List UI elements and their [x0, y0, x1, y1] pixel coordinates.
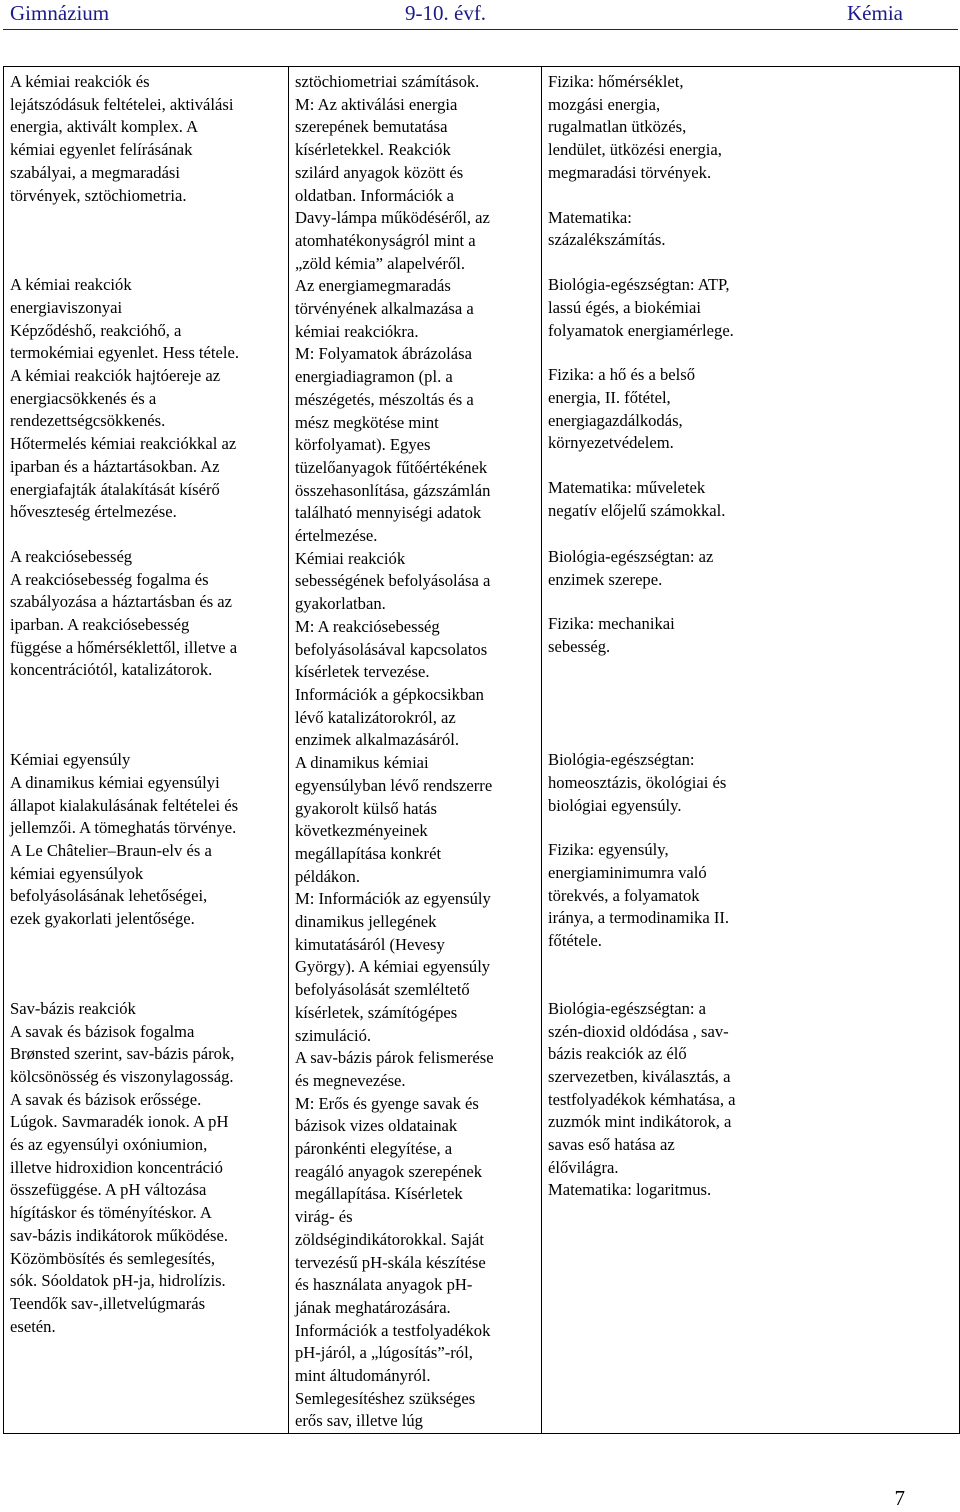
text-line: kémiai egyenlet felírásának — [10, 140, 193, 160]
text-line: mészégetés, mészoltás és a — [295, 389, 474, 409]
text-line: enzimek szerepe. — [548, 569, 663, 589]
connection-block — [548, 998, 953, 1202]
text-line: illetve hidroxidion koncentráció — [10, 1157, 223, 1177]
text-line: befolyásolását szemléltető — [295, 980, 470, 1000]
text-line: Fizika: a hő és a belső — [548, 365, 696, 385]
connection-block — [548, 546, 953, 659]
text-line: dinamikus jellegének — [295, 912, 437, 932]
text-line: sók. Sóoldatok pH-ja, hidrolízis. — [10, 1271, 226, 1291]
text-line: reagáló anyagok szerepének — [295, 1161, 483, 1181]
text-line: kísérletek, számítógépes — [295, 1002, 458, 1022]
text-line: gyakorlatban. — [295, 594, 386, 614]
text-line: energia, aktivált komplex. A — [10, 117, 199, 137]
text-line: Semlegesítéshez szükséges — [295, 1388, 476, 1408]
text-line: megállapítása konkrét — [295, 843, 442, 863]
page-header — [0, 0, 960, 30]
text-line: sztöchiometriai számítások. — [295, 72, 480, 91]
text-line: ezek gyakorlati jelentősége. — [10, 909, 195, 929]
text-line: homeosztázis, ökológiai és — [548, 772, 727, 792]
text-line: enzimek alkalmazásáról. — [295, 730, 460, 750]
connections-column — [548, 71, 953, 1202]
activity-block — [295, 275, 535, 547]
text-line: „zöld kémia” alapelvéről. — [295, 253, 465, 273]
text-line: A kémiai reakciók — [10, 275, 132, 295]
text-line: Biológia-egészségtan: — [548, 750, 695, 770]
text-line: következményeinek — [295, 821, 428, 841]
text-line: termokémiai egyenlet. Hess tétele. — [10, 343, 239, 363]
text-line: tüzelőanyagok fűtőértékének — [295, 457, 488, 477]
text-line: energiacsökkenés és a — [10, 388, 157, 408]
text-line: függése a hőmérséklettől, illetve a — [10, 637, 238, 657]
text-line: sebességének befolyásolása a — [295, 571, 491, 591]
text-line: energia, II. főtétel, — [548, 388, 671, 408]
text-line: erős sav, illetve lúg — [295, 1411, 423, 1431]
topic-block — [10, 274, 282, 524]
text-line: tervezésű pH-skála készítése — [295, 1252, 486, 1272]
text-line: példákon. — [295, 866, 360, 886]
text-line: kémiai egyensúlyok — [10, 863, 144, 883]
connection-block — [548, 749, 953, 953]
header-school: Gimnázium — [10, 1, 110, 25]
text-line: Teendők sav-,illetvelúgmarás — [10, 1293, 206, 1313]
text-line: és megnevezése. — [295, 1070, 406, 1090]
text-line: A kémiai reakciók hajtóereje az — [10, 366, 221, 386]
text-line: iparban és a háztartásokban. Az — [10, 456, 220, 476]
connection-paragraph — [548, 477, 953, 522]
text-line: testfolyadékok kémhatása, a — [548, 1089, 736, 1109]
text-line: szén-dioxid oldódása , sav- — [548, 1021, 729, 1041]
text-line: M: A reakciósebesség — [295, 616, 440, 636]
connection-paragraph — [548, 839, 953, 953]
text-line: pH-járól, a „lúgosítás”-ról, — [295, 1343, 473, 1363]
topic-block — [10, 546, 282, 682]
text-line: Matematika: műveletek — [548, 478, 706, 498]
text-line: Matematika: logaritmus. — [548, 1180, 712, 1200]
text-line: sebesség. — [548, 637, 611, 657]
text-line: jának meghatározására. — [295, 1297, 451, 1317]
text-line: és az egyensúlyi oxóniumion, — [10, 1135, 208, 1155]
text-line: lejátszódásuk feltételei, aktiválási — [10, 94, 234, 114]
text-line: A kémiai reakciók és — [10, 72, 150, 91]
text-line: kémiai reakciókra. — [295, 321, 419, 341]
text-line: Információk a testfolyadékok — [295, 1320, 491, 1340]
text-line: energiadiagramon (pl. a — [295, 367, 453, 387]
text-line: törvények, sztöchiometria. — [10, 185, 187, 205]
text-line: A dinamikus kémiai egyensúlyi — [10, 772, 220, 792]
text-line: oldatban. Információk a — [295, 185, 454, 205]
text-line: A savak és bázisok erőssége. — [10, 1089, 202, 1109]
text-line: energiagazdálkodás, — [548, 410, 683, 430]
connection-paragraph — [548, 207, 953, 252]
connection-paragraph — [548, 546, 953, 591]
text-line: biológiai egyensúly. — [548, 795, 682, 815]
text-line: szervezetben, kiválasztás, a — [548, 1066, 731, 1086]
text-line: gyakorolt külső hatás — [295, 798, 437, 818]
text-line: értelmezése. — [295, 526, 378, 546]
text-line: A sav-bázis párok felismerése — [295, 1048, 494, 1068]
topic-block — [10, 998, 282, 1339]
text-line: M: Erős és gyenge savak és — [295, 1093, 479, 1113]
text-line: mint áltudományról. — [295, 1366, 431, 1386]
header-rule — [3, 29, 958, 30]
text-line: M: Információk az egyensúly — [295, 889, 491, 909]
text-line: Matematika: — [548, 207, 632, 227]
text-line: Fizika: hőmérséklet, — [548, 72, 684, 91]
text-line: György). A kémiai egyensúly — [295, 957, 491, 977]
text-line: Biológia-egészségtan: az — [548, 546, 714, 566]
text-line: folyamatok energiamérlege. — [548, 320, 734, 340]
text-line: Hőtermelés kémiai reakciókkal az — [10, 434, 237, 454]
curriculum-table — [3, 66, 960, 1434]
header-grade: 9-10. évf. — [405, 1, 487, 25]
connection-paragraph — [548, 998, 953, 1202]
text-line: M: Az aktiválási energia — [295, 94, 458, 114]
text-line: savas eső hatása az — [548, 1135, 675, 1155]
text-line: szimuláció. — [295, 1025, 372, 1045]
text-line: A reakciósebesség — [10, 546, 133, 566]
text-line: kimutatásáról (Hevesy — [295, 934, 445, 954]
table-row — [4, 67, 960, 1434]
text-line: A reakciósebesség fogalma és — [10, 569, 209, 589]
text-line: bázis reakciók az élő — [548, 1044, 687, 1064]
text-line: negatív előjelű számokkal. — [548, 500, 726, 520]
text-line: sav-bázis indikátorok működése. — [10, 1225, 228, 1245]
text-line: Képződéshő, reakcióhő, a — [10, 320, 182, 340]
text-line: zöldségindikátorokkal. Saját — [295, 1229, 484, 1249]
text-line: befolyásolásával kapcsolatos — [295, 639, 488, 659]
connection-paragraph — [548, 274, 953, 342]
text-line: Az energiamegmaradás — [295, 276, 451, 296]
page-number: 7 — [894, 1486, 905, 1510]
topics-cell — [4, 67, 289, 1434]
text-line: hígításkor és töményítéskor. A — [10, 1203, 212, 1223]
text-line: és használata anyagok pH- — [295, 1275, 473, 1295]
text-line: körfolyamat). Egyes — [295, 435, 431, 455]
text-line: főtétele. — [548, 931, 602, 951]
text-line: hőveszteség értelmezése. — [10, 502, 177, 522]
activity-block — [295, 548, 535, 752]
text-line: befolyásolásának lehetőségei, — [10, 886, 208, 906]
text-line: Információk a gépkocsikban — [295, 684, 484, 704]
text-line: iránya, a termodinamika II. — [548, 908, 730, 928]
activity-block — [295, 71, 535, 275]
text-line: szilárd anyagok között és — [295, 162, 464, 182]
text-line: lendület, ütközési energia, — [548, 140, 722, 160]
connection-paragraph — [548, 364, 953, 455]
text-line: megmaradási törvények. — [548, 162, 712, 182]
text-line: zuzmók mint indikátorok, a — [548, 1112, 732, 1132]
text-line: jellemzői. A tömeghatás törvénye. — [10, 818, 237, 838]
text-line: Lúgok. Savmaradék ionok. A pH — [10, 1112, 229, 1132]
text-line: élővilágra. — [548, 1157, 619, 1177]
text-line: lassú égés, a biokémiai — [548, 297, 701, 317]
text-line: A Le Châtelier–Braun-elv és a — [10, 840, 212, 860]
text-line: Brønsted szerint, sav-bázis párok, — [10, 1044, 235, 1064]
text-line: Biológia-egészségtan: ATP, — [548, 275, 730, 295]
text-line: törekvés, a folyamatok — [548, 885, 700, 905]
text-line: M: Folyamatok ábrázolása — [295, 344, 472, 364]
activity-block — [295, 1047, 535, 1433]
connections-cell — [542, 67, 960, 1434]
text-line: szabályai, a megmaradási — [10, 162, 181, 182]
text-line: kísérletek tervezése. — [295, 662, 430, 682]
text-line: koncentrációtól, katalizátorok. — [10, 660, 213, 680]
text-line: Fizika: mechanikai — [548, 614, 675, 634]
text-line: kísérletekkel. Reakciók — [295, 140, 451, 160]
text-line: Kémiai egyensúly — [10, 750, 131, 770]
text-line: páronkénti elegyítése, a — [295, 1139, 453, 1159]
text-line: Kémiai reakciók — [295, 548, 406, 568]
text-line: állapot kialakulásának feltételei és — [10, 795, 239, 815]
text-line: szabályozása a háztartásban és az — [10, 592, 233, 612]
text-line: kölcsönösség és viszonylagosság. — [10, 1066, 234, 1086]
text-line: törvényének alkalmazása a — [295, 299, 474, 319]
text-line: található mennyiségi adatok — [295, 503, 482, 523]
text-line: energiaviszonyai — [10, 297, 123, 317]
text-line: környezetvédelem. — [548, 433, 674, 453]
text-line: bázisok vizes oldatainak — [295, 1116, 458, 1136]
text-line: Sav-bázis reakciók — [10, 998, 136, 1018]
text-line: Közömbösítés és semlegesítés, — [10, 1248, 216, 1268]
text-line: virág- és — [295, 1207, 353, 1227]
topic-block — [10, 71, 282, 207]
text-line: szerepének bemutatása — [295, 117, 448, 137]
text-line: A dinamikus kémiai — [295, 753, 429, 773]
text-line: százalékszámítás. — [548, 230, 666, 250]
text-line: iparban. A reakciósebesség — [10, 615, 190, 635]
text-line: megállapítása. Kísérletek — [295, 1184, 463, 1204]
topic-block — [10, 749, 282, 931]
connection-block — [548, 71, 953, 252]
text-line: energiaminimumra való — [548, 862, 707, 882]
text-line: mész megkötése mint — [295, 412, 439, 432]
text-line: összefüggése. A pH változása — [10, 1180, 207, 1200]
text-line: energiafajták átalakítását kísérő — [10, 479, 220, 499]
connection-paragraph — [548, 613, 953, 658]
text-line: Biológia-egészségtan: a — [548, 998, 707, 1018]
text-line: Fizika: egyensúly, — [548, 840, 669, 860]
connection-paragraph — [548, 749, 953, 817]
connection-paragraph — [548, 71, 953, 185]
text-line: Davy-lámpa működéséről, az — [295, 208, 490, 228]
text-line: A savak és bázisok fogalma — [10, 1021, 195, 1041]
activities-column — [295, 71, 535, 1433]
text-line: egyensúlyban lévő rendszerre — [295, 775, 493, 795]
text-line: lévő katalizátorokról, az — [295, 707, 456, 727]
text-line: rendezettségcsökkenés. — [10, 411, 166, 431]
activity-block — [295, 752, 535, 1047]
connection-block — [548, 274, 953, 522]
text-line: atomhatékonyságról mint a — [295, 230, 476, 250]
header-subject: Kémia — [847, 1, 903, 25]
text-line: összehasonlítása, gázszámlán — [295, 480, 491, 500]
text-line: mozgási energia, — [548, 94, 661, 114]
text-line: esetén. — [10, 1316, 56, 1336]
text-line: rugalmatlan ütközés, — [548, 117, 687, 137]
activities-cell — [289, 67, 542, 1434]
topics-column — [10, 71, 282, 1338]
